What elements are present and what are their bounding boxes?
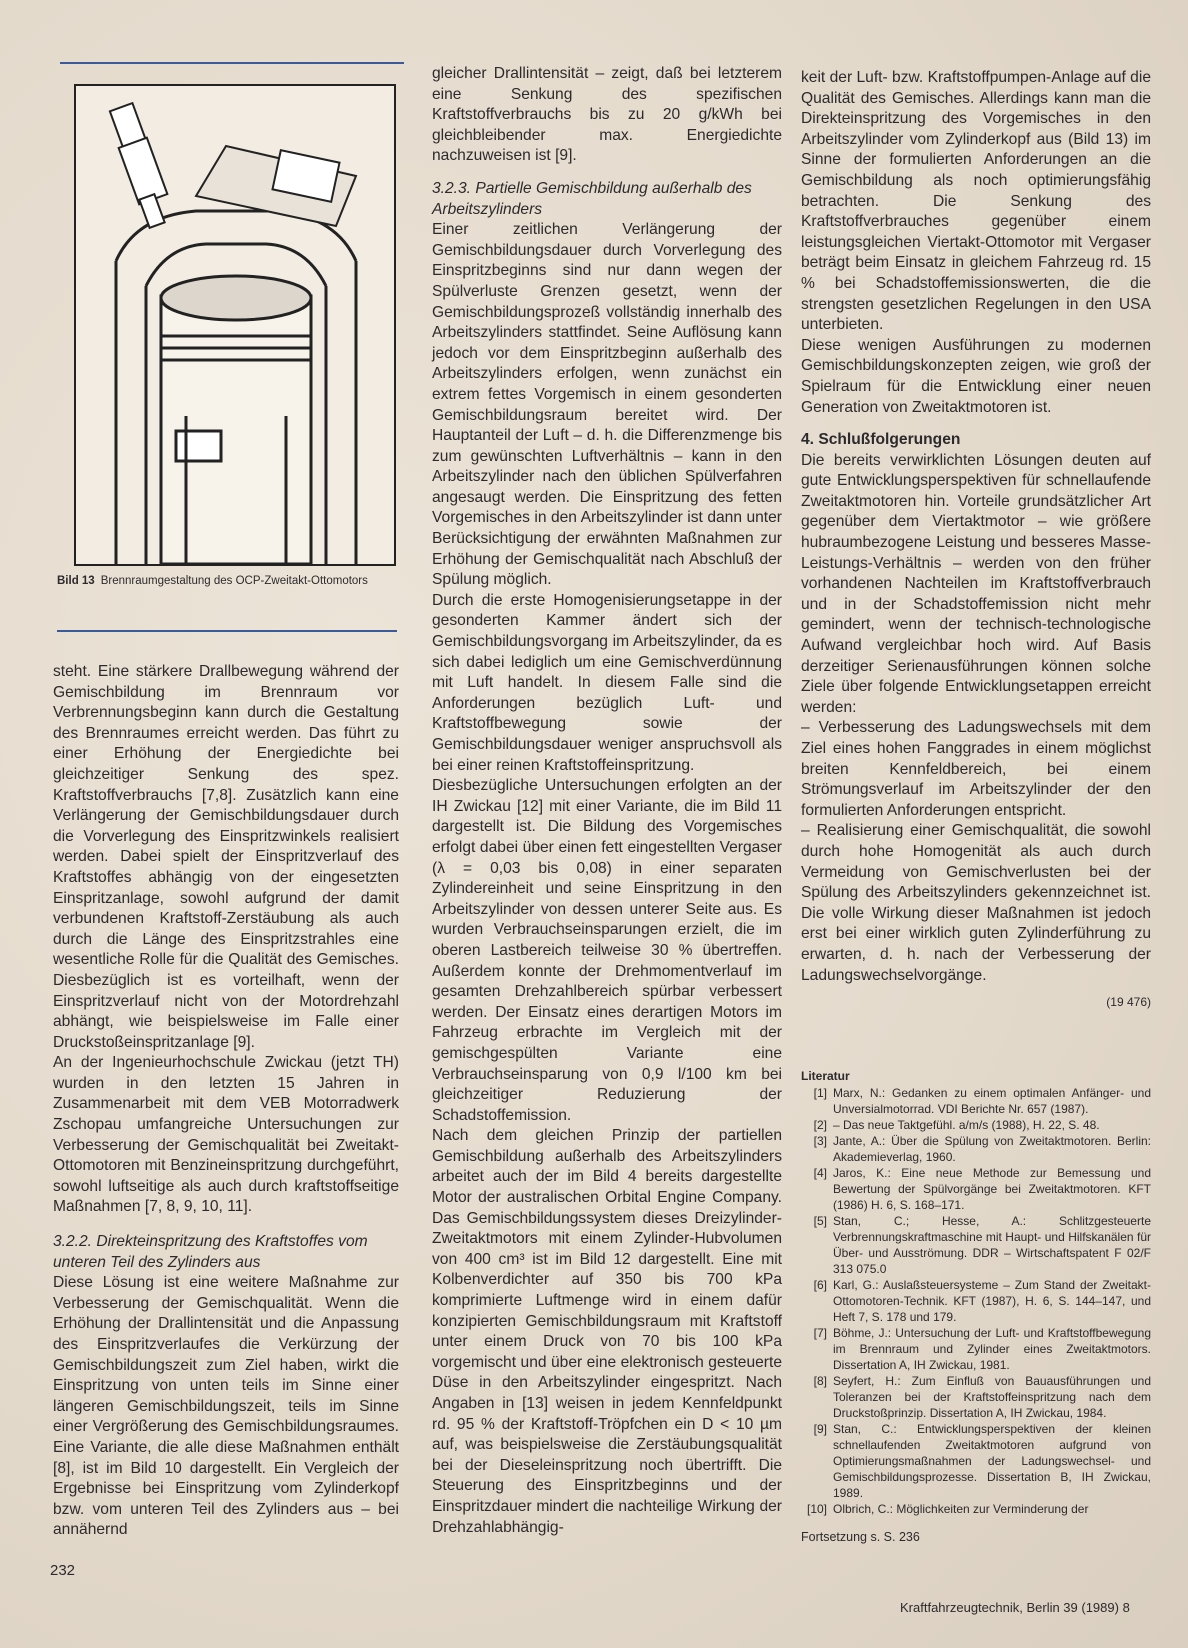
ref-text: Stan, C.: Entwicklungsperspektiven der kleinen schnellaufenden Zweitaktmotoren aufgrund von Optimierungsmaßnahmen der Ladungswechsel- und Gemischbildungsprozesse. Dissertation B, IH Zwickau, 1989.: [833, 1422, 1151, 1500]
paragraph: Durch die erste Homogenisierungsetappe in der gesonderten Kammer ändert sich der Gemischbildungsvorgang im Arbeitszylinder, da es sich dabei lediglich um eine Gemischverdünnung mit Luft handelt. In diesem Falle sind die Anforderungen bezüglich Luft- und Kraftstoffbewegung sowie der Gemischbildungsdauer weniger anspruchsvoll als bei einer reinen Kraftstoffeinspritzung.: [432, 591, 782, 774]
reference-item: [801, 1373, 1151, 1421]
ref-text: Karl, G.: Auslaßsteuersysteme – Zum Stand der Zweitakt-Ottomotoren-Technik. KFT (1987), H. 6, S. 144–147, und Heft 7, S. 178 und 179.: [833, 1278, 1151, 1324]
paragraph: An der Ingenieurhochschule Zwickau (jetzt TH) wurden in den letzten 15 Jahren in Zusammenarbeit mit dem VEB Motorradwerk Zschopau umfangreiche Untersuchungen zur Verbesserung der Gemischqualität bei Zweitakt-Ottomotoren mit Benzineinspritzung durchgeführt, sowohl luftseitige als auch durch kraftstoffseitige Maßnahmen [7, 8, 9, 10, 11].: [53, 1054, 399, 1216]
top-rule: [60, 62, 404, 64]
ref-num: [5]: [813, 1214, 827, 1228]
column-2: [432, 64, 782, 1538]
figure-caption: [57, 574, 397, 589]
paragraph: keit der Luft- bzw. Kraftstoffpumpen-Anlage auf die Qualität des Gemisches. Allerdings kann man die Direkteinspritzung des Vorgemisches in den Arbeitszylinder vom Zylinderkopf aus (Bild 13) im Sinne der formulierten Anforderungen an die Gemischbildung als noch optimierungsfähig betrachten. Die Senkung des Kraftstoffverbrauches gegenüber einem leistungsgleichen Viertakt-Ottomotor mit Vergaser beträgt beim Einsatz in gleichem Fahrzeug rd. 15 % bei Schadstoffemissionswerten, die die strengsten gesetzlichen Regelungen in den USA unterbieten.: [801, 69, 1151, 334]
reference-item: [801, 1165, 1151, 1213]
ref-num: [4]: [813, 1166, 827, 1180]
figure-label: Bild 13: [57, 575, 95, 587]
reference-item: [801, 1117, 1151, 1133]
section-heading: 3.2.2. Direkteinspritzung des Kraftstoffes vom unteren Teil des Zylinders aus: [53, 1233, 368, 1271]
continuation-note: Fortsetzung s. S. 236: [801, 1530, 920, 1544]
ref-text: – Das neue Taktgefühl. a/m/s (1988), H. 22, S. 48.: [833, 1118, 1100, 1132]
ref-num: [2]: [813, 1118, 827, 1132]
ref-num: [10]: [806, 1502, 827, 1516]
ref-num: [1]: [813, 1086, 827, 1100]
column-1: [53, 662, 399, 1541]
caption-rule: [57, 630, 397, 632]
paragraph: Einer zeitlichen Verlängerung der Gemischbildungsdauer durch Vorverlegung des Einspritzbeginns sind nur dann wegen der Spülverluste Grenzen gesetzt, wenn der Gemischbildungsprozeß vollständig innerhalb des Arbeitszylinders stattfindet. Seine Auflösung kann jedoch vor dem Einspritzbeginn außerhalb des Arbeitszylinders erfolgen, wenn zunächst ein extrem fettes Vorgemisch in einem gesonderten Gemischbildungsraum bereitet wird. Der Hauptanteil der Luft – d. h. die Differenzmenge bis zum gewünschten Luftverhältnis – kann in den Arbeitszylinder nach den üblichen Spülverfahren angesaugt werden. Die Einspritzung des fetten Vorgemisches in den Arbeitszylinder ist dann unter Berücksichtigung der erwähnten Maßnahmen zur Erhöhung der Gemischqualität nach Abschluß der Spülung möglich.: [432, 221, 782, 589]
paragraph: Diese wenigen Ausführungen zu modernen Gemischbildungskonzepten zeigen, wie groß der Spielraum für die Entwicklung einer neuen Generation von Zweitaktmotoren ist.: [801, 336, 1151, 416]
paragraph: Nach dem gleichen Prinzip der partiellen Gemischbildung außerhalb des Arbeitszylinders arbeitet auch der im Bild 4 bereits dargestellte Motor der australischen Orbital Engine Company. Das Gemischbildungssystem dieses Dreizylinder-Zweitaktmotors mit einem Zylinder-Hubvolumen von 400 cm³ ist im Bild 12 dargestellt. Eine mit Kolbenverdichter auf 350 bis 700 kPa komprimierte Luftmenge wird in einem dafür konzipierten Gemischbildungsraum mit Kraftstoff unter einem Druck von 70 bis 100 kPa vorgemischt und über eine elektronisch gesteuerte Düse in den Arbeitszylinder eingespritzt. Nach Angaben in [13] weisen in jedem Kennfeldpunkt rd. 95 % der Kraftstoff-Tröpfchen ein D < 10 µm auf, was beispielsweise die Zerstäubungsqualität bei der Dieseleinspritzung noch übertrifft. Die Steuerung des Einspritzbeginns und der Einspritzdauer mindert die nachteilige Wirkung der Drehzahlabhängig-: [432, 1127, 782, 1536]
section-heading: 4. Schlußfolgerungen: [801, 431, 961, 449]
page-number: 232: [50, 1562, 76, 1579]
paragraph: – Realisierung einer Gemischqualität, die sowohl durch hohe Homogenität als auch durch Vermeidung von Gemischverlusten bei der Spülung des Arbeitszylinders gekennzeichnet ist. Die volle Wirkung dieser Maßnahmen ist jedoch erst bei einer wirklich guten Zylinderführung zu erwarten, d. h. nach der Verbesserung der Ladungswechselvorgänge.: [801, 822, 1151, 984]
figure-combustion-chamber: [74, 84, 396, 566]
column-3: [801, 68, 1151, 1013]
paragraph: – Verbesserung des Ladungswechsels mit dem Ziel eines hohen Fanggrades in einem möglichst breiten Kennfeldbereich, bei einem Strömungsverlauf im Arbeitszylinder der den formulierten Anforderungen entspricht.: [801, 719, 1151, 819]
reference-item: [801, 1085, 1151, 1117]
ref-text: Stan, C.; Hesse, A.: Schlitzgesteuerte Verbrennungskraftmaschine mit Haupt- und Hilfskanälen für Über- und Ausströmung. DDR – Wirtschaftspatent F 02/F 313 075.0: [833, 1214, 1151, 1276]
paragraph: Diese Lösung ist eine weitere Maßnahme zur Verbesserung der Gemischqualität. Wenn die Erhöhung der Drallintensität und die Anpassung des Einspritzverlaufes die Verkürzung der Gemischbildungszeit zum Ziel haben, wirkt die Einspritzung von unten teils im Sinne einer längeren Gemischbildungszeit, teils im Sinne einer Vergrößerung des Gemischbildungsraumes. Eine Variante, die alle diese Maßnahmen enthält [8], ist im Bild 10 dargestellt. Ein Vergleich der Ergebnisse bei Einspritzung vom Zylinderkopf bzw. vom unteren Teil des Zylinders aus – bei annähernd: [53, 1274, 399, 1539]
paragraph: gleicher Drallintensität – zeigt, daß bei letzterem eine Senkung des spezifischen Kraftstoffverbrauchs bis zu 20 g/kWh bei gleichbleibender max. Energiedichte nachzuweisen ist [9].: [432, 65, 782, 165]
reference-item: [801, 1277, 1151, 1325]
reference-item: [801, 1325, 1151, 1373]
paragraph: Die bereits verwirklichten Lösungen deuten auf gute Entwicklungsperspektiven für schnellaufende Zweitaktmotoren hin. Vorteile grundsätzlicher Art gegenüber dem Viertaktmotor – wie größere hubraumbezogene Leistung und besseres Masse-Leistungs-Verhältnis – werden von den früher vorhandenen Nachteilen im Kraftstoffverbrauch und in der Schadstoffemission nicht mehr gemindert, wenn der technisch-technologische Aufwand vergleichbar hoch wird. Auf Basis derzeitiger Serienausführungen können solche Ziele über folgende Entwicklungsetappen erreicht werden:: [801, 451, 1151, 716]
ref-text: Olbrich, C.: Möglichkeiten zur Verminderung der: [833, 1502, 1089, 1516]
article-number: (19 476): [1106, 995, 1151, 1010]
ref-num: [8]: [813, 1374, 827, 1388]
journal-footer: Kraftfahrzeugtechnik, Berlin 39 (1989) 8: [900, 1600, 1130, 1615]
injector-icon: [196, 146, 356, 226]
section-heading: 3.2.3. Partielle Gemischbildung außerhalb des Arbeitszylinders: [432, 179, 752, 218]
ref-text: Seyfert, H.: Zum Einfluß von Bauausführungen und Toleranzen bei der Kraftstoffeinspritzung nach dem Druckstoßprinzip. Dissertation A, IH Zwickau, 1984.: [833, 1374, 1151, 1420]
reference-item: [801, 1421, 1151, 1501]
paragraph: Diesbezügliche Untersuchungen erfolgten an der IH Zwickau [12] mit einer Variante, die im Bild 11 dargestellt ist. Die Bildung des Vorgemisches erfolgt dabei über einen fett eingestellten Vergaser (λ = 0,03 bis 0,08) in einer separaten Zylindereinheit und seine Einspritzung in den Arbeitszylinder von dessen unterer Seite aus. Es wurden Verbrauchseinsparungen erzielt, die im oberen Lastbereich teilweise 30 % übertreffen. Außerdem konnte der Drehmomentverlauf im gesamten Drehzahlbereich spürbar verbessert werden. Der Einsatz eines derartigen Motors im Fahrzeug erbrachte im Vergleich mit der gemischgespülten Variante eine Verbrauchseinsparung von 0,9 l/100 km bei gleichzeitiger Reduzierung der Schadstoffemission.: [432, 777, 782, 1124]
ref-text: Jaros, K.: Eine neue Methode zur Bemessung und Bewertung der Spülvorgänge bei Zweitaktmotoren. KFT (1986) H. 6, S. 168–171.: [833, 1166, 1151, 1212]
paragraph: steht. Eine stärkere Drallbewegung während der Gemischbildung im Brennraum vor Verbrennungsbeginn kann durch die Gestaltung des Brennraumes erreicht werden. Das führt zu einer Erhöhung der Energiedichte bei gleichzeitiger Senkung des spez. Kraftstoffverbrauchs [7,8]. Zusätzlich kann eine Verlängerung der Gemischbildungsdauer durch die Vorverlegung des Einspritzwinkels realisiert werden. Dabei spielt der Einspritzverlauf des Kraftstoffes abhängig von der eingesetzten Einspritzanlage, sowohl aufgrund der damit verbundenen Kraftstoff-Zerstäubung als auch durch die Länge des Einspritzstrahles eine wesentliche Rolle für die Qualität des Gemisches. Diesbezüglich ist es vorteilhaft, wenn der Einspritzverlauf nicht von der Motordrehzahl abhängt, wie beispielsweise im Falle einer Druckstoßeinspritzanlage [9].: [53, 663, 399, 1051]
reference-item: [801, 1133, 1151, 1165]
literature-list: [801, 1068, 1151, 1517]
reference-item: [801, 1213, 1151, 1277]
ref-text: Jante, A.: Über die Spülung von Zweitaktmotoren. Berlin: Akademieverlag, 1960.: [833, 1134, 1151, 1164]
ref-text: Böhme, J.: Untersuchung der Luft- und Kraftstoffbewegung im Brennraum und Zylinder eines Zweitaktmotors. Dissertation A, IH Zwickau, 1981.: [833, 1326, 1151, 1372]
piston-illustration: [76, 86, 394, 564]
ref-num: [9]: [813, 1422, 827, 1436]
literature-title: Literatur: [801, 1069, 850, 1083]
figure-caption-text: Brennraumgestaltung des OCP-Zweitakt-Ottomotors: [100, 575, 368, 587]
spark-plug-icon: [110, 103, 167, 228]
ref-num: [7]: [813, 1326, 827, 1340]
reference-item: [801, 1501, 1151, 1517]
ref-text: Marx, N.: Gedanken zu einem optimalen Anfänger- und Unversialmotorrad. VDI Berichte Nr. 657 (1987).: [833, 1086, 1151, 1116]
ref-num: [6]: [813, 1278, 827, 1292]
ref-num: [3]: [813, 1134, 827, 1148]
